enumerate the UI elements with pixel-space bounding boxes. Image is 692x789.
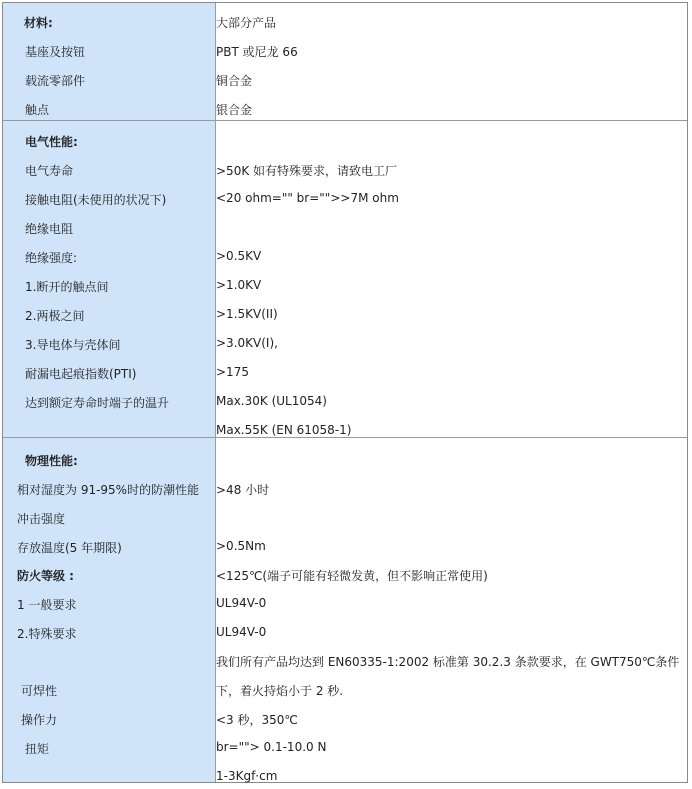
table-row [3,184,687,213]
row-label: 触点 [25,103,50,117]
row-value: br=""> 0.1-10.0 N [216,740,327,754]
table-row [3,358,687,387]
row-label: 2.两极之间 [25,309,85,323]
row-label: 操作力 [21,713,58,727]
row-label: 绝缘强度: [25,251,78,265]
row-label: 1.断开的触点间 [25,280,109,294]
row-label: 电气性能: [25,135,78,149]
table-row [3,589,687,618]
row-label: 材料: [24,16,53,30]
row-value: 铜合金 [216,74,253,88]
row-label: 电气寿命 [25,164,74,178]
table-row [3,560,687,589]
table-row [3,7,687,36]
row-value: <3 秒，350℃ [216,713,298,727]
section-electrical [3,121,687,437]
table-row [3,271,687,300]
table-row [3,242,687,271]
row-label: 耐漏电起痕指数(PTI) [25,367,137,381]
section-materials [3,3,687,120]
table-row [3,532,687,561]
table-row [3,36,687,65]
row-value: 我们所有产品均达到 EN60335-1:2002 标准第 30.2.3 条款要求，在 GWT750℃条件 [216,655,680,669]
table-row [3,646,687,675]
row-label: 达到额定寿命时端子的温升 [25,396,170,410]
table-row [3,618,687,647]
row-label: 接触电阻(未使用的状况下) [25,193,167,207]
row-label: 扭矩 [25,742,50,756]
row-value: >3.0KV(I), [216,336,278,350]
row-value: UL94V-0 [216,625,267,639]
row-label: 载流零部件 [25,74,86,88]
table-row [3,387,687,416]
row-value: >0.5KV [216,249,262,263]
table-row [3,416,687,437]
row-value: <125℃(端子可能有轻微发黄，但不影响正常使用) [216,569,488,583]
row-value: >50K 如有特殊要求，请致电工厂 [216,164,398,178]
table-row [3,503,687,532]
table-row [3,155,687,184]
row-label: 可焊性 [21,684,58,698]
table-row [3,474,687,503]
row-value: UL94V-0 [216,596,267,610]
row-label: 物理性能: [25,454,78,468]
table-row [3,126,687,155]
table-row [3,733,687,762]
table-row [3,213,687,242]
row-label: 相对湿度为 91-95%时的防潮性能 [17,483,200,497]
row-value: 大部分产品 [216,16,277,30]
table-row [3,762,687,782]
row-value: >1.0KV [216,278,262,292]
row-label: 3.导电体与壳体间 [25,338,121,352]
row-value: >0.5Nm [216,539,266,553]
row-label: 2.特殊要求 [17,627,77,641]
row-value: 银合金 [216,103,253,117]
table-row [3,329,687,358]
row-label: 基座及按钮 [25,45,86,59]
row-value: <20 ohm="" br="">>7M ohm [216,191,399,205]
table-row [3,65,687,94]
table-row [3,445,687,474]
row-value: >175 [216,365,249,379]
table-row [3,675,687,704]
row-value: >1.5KV(II) [216,307,278,321]
spec-table [2,2,688,783]
row-value: Max.30K (UL1054) [216,394,327,408]
row-value: Max.55K (EN 61058-1) [216,423,352,437]
row-label: 绝缘电阻 [25,222,74,236]
row-label: 存放温度(5 年期限) [17,541,122,555]
table-row [3,94,687,123]
table-row [3,300,687,329]
row-label: 冲击强度 [17,512,66,526]
row-value: >48 小时 [216,483,270,497]
section-physical [3,438,687,782]
row-label: 1 一般要求 [17,598,77,612]
table-row [3,704,687,733]
row-value: 下，着火持焰小于 2 秒. [216,684,344,698]
row-value: 1-3Kgf·cm [216,769,278,783]
row-label: 防火等级 : [17,569,74,583]
row-value: PBT 或尼龙 66 [216,45,298,59]
